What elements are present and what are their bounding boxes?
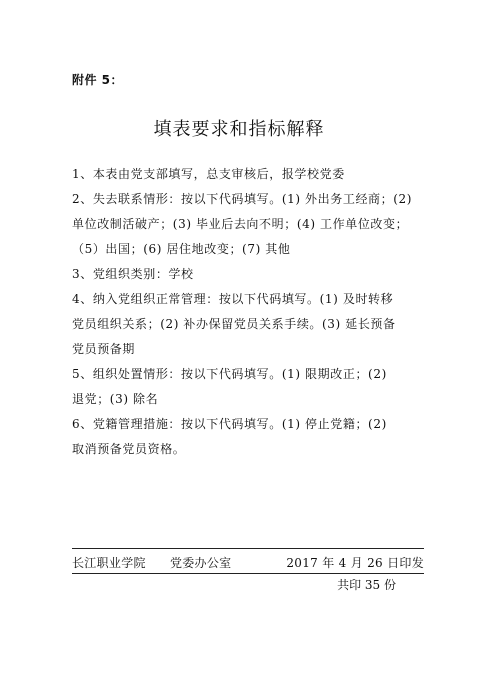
text-line: 退党；(3) 除名: [72, 392, 159, 406]
instructions-body: [72, 162, 412, 462]
text-line: 4、纳入党组织正常管理：按以下代码填写。(1) 及时转移: [72, 292, 394, 306]
text-line: 1、本表由党支部填写，总支审核后，报学校党委: [72, 167, 345, 181]
text-line: 6、党籍管理措施：按以下代码填写。(1) 停止党籍；(2): [72, 417, 387, 431]
text-line: 取消预备党员资格。: [72, 442, 186, 456]
footer-issuer: [72, 549, 231, 573]
text-line: 党员组织关系；(2) 补办保留党员关系手续。(3) 延长预备: [72, 317, 396, 331]
document-title: 填表要求和指标解释: [153, 119, 325, 140]
document-footer: [72, 548, 424, 596]
footer-issue-date: 2017 年 4 月 26 日印发: [286, 556, 424, 570]
text-line: 单位改制活破产；(3) 毕业后去向不明；(4) 工作单位改变；: [72, 217, 409, 231]
text-line: 2、失去联系情形：按以下代码填写。(1) 外出务工经商；(2): [72, 192, 413, 206]
text-line: （5）出国；(6) 居住地改变；(7) 其他: [72, 242, 291, 256]
attachment-label: 附件 5：: [72, 73, 124, 87]
footer-school: 长江职业学院: [72, 556, 146, 570]
footer-office: 党委办公室: [169, 556, 232, 570]
text-line: 3、党组织类别：学校: [72, 267, 194, 281]
footer-issuer-row: [72, 549, 424, 573]
footer-copies: 共印 35 份: [337, 578, 396, 592]
text-line: 5、组织处置情形：按以下代码填写。(1) 限期改正；(2): [72, 367, 387, 381]
text-line: 党员预备期: [72, 342, 136, 356]
